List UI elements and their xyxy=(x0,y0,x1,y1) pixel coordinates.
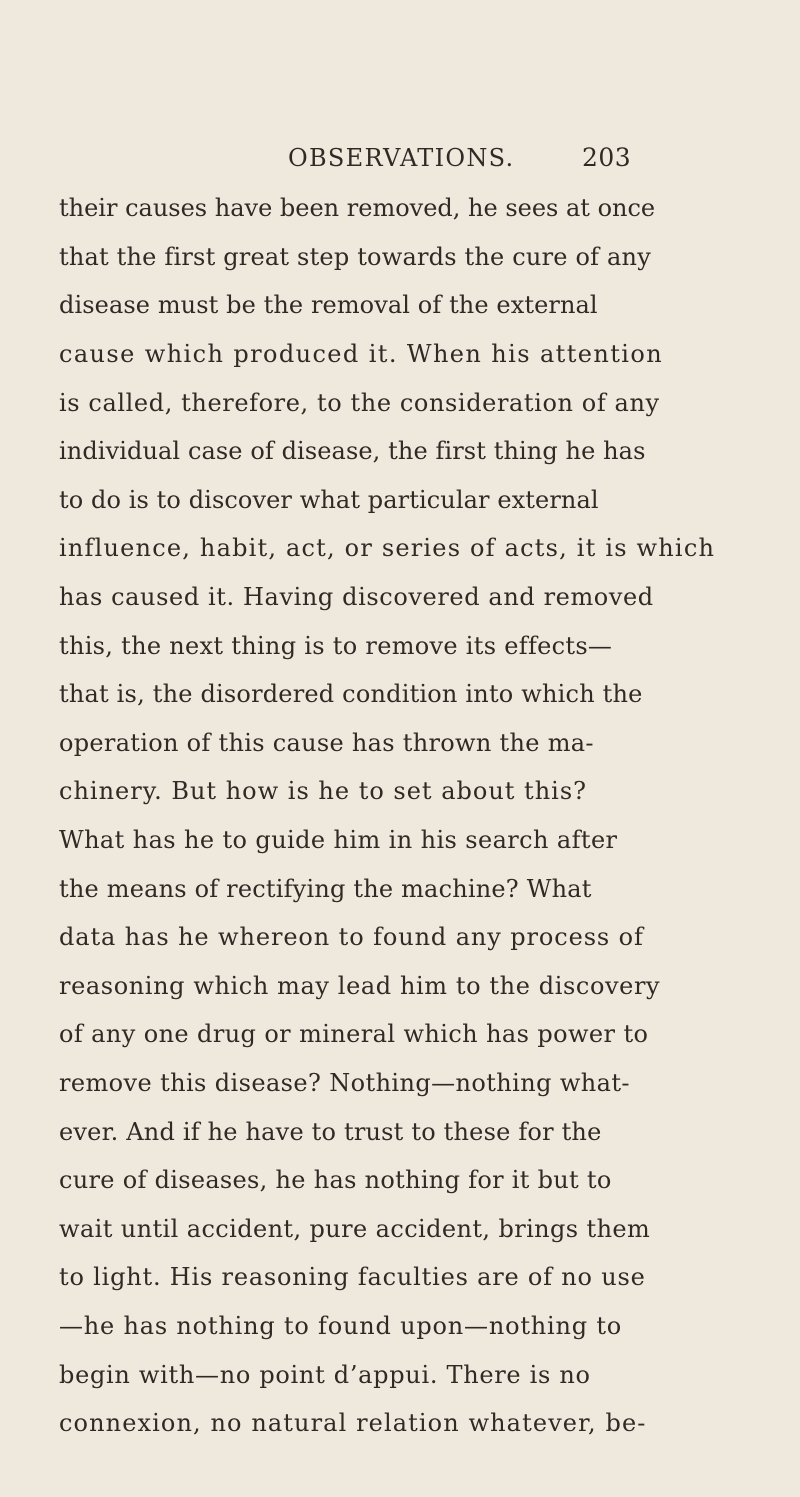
body-line: —he has nothing to found upon—nothing to xyxy=(59,1311,623,1340)
body-line: What has he to guide him in his search after xyxy=(59,826,618,855)
body-line: this, the next thing is to remove its effects— xyxy=(59,631,613,660)
body-line: connexion, no natural relation whatever, be- xyxy=(59,1409,647,1438)
body-line: reasoning which may lead him to the discovery xyxy=(59,971,661,1000)
body-line: individual case of disease, the first thing he has xyxy=(59,437,646,466)
body-line: chinery. But how is he to set about this? xyxy=(59,777,588,806)
body-line: influence, habit, act, or series of acts, it is which xyxy=(59,534,716,563)
body-line: of any one drug or mineral which has power to xyxy=(59,1020,649,1049)
body-line: cure of diseases, he has nothing for it but to xyxy=(59,1166,612,1195)
body-line: to do is to discover what particular external xyxy=(59,485,599,514)
body-line: has caused it. Having discovered and removed xyxy=(59,583,654,612)
body-line: cause which produced it. When his attention xyxy=(59,340,664,369)
body-line: the means of rectifying the machine? What xyxy=(59,874,592,903)
page-header xyxy=(258,138,678,178)
body-line: that the first great step towards the cure of any xyxy=(59,242,651,271)
body-line: disease must be the removal of the external xyxy=(59,291,598,320)
body-line: operation of this cause has thrown the ma- xyxy=(59,728,594,757)
body-line: remove this disease? Nothing—nothing what- xyxy=(59,1068,630,1097)
body-line: their causes have been removed, he sees at once xyxy=(59,194,656,223)
body-line: ever. And if he have to trust to these for the xyxy=(59,1117,602,1146)
body-line: begin with—no point d’appui. There is no xyxy=(59,1360,591,1389)
running-head: OBSERVATIONS. xyxy=(288,144,515,172)
page-number: 203 xyxy=(582,143,632,172)
body-text xyxy=(59,184,777,1447)
body-line: to light. His reasoning faculties are of no use xyxy=(59,1263,646,1292)
body-line: is called, therefore, to the consideration of any xyxy=(59,388,660,417)
body-line: data has he whereon to found any process of xyxy=(59,923,644,952)
body-line: that is, the disordered condition into which the xyxy=(59,680,643,709)
body-line: wait until accident, pure accident, brings them xyxy=(59,1214,651,1243)
